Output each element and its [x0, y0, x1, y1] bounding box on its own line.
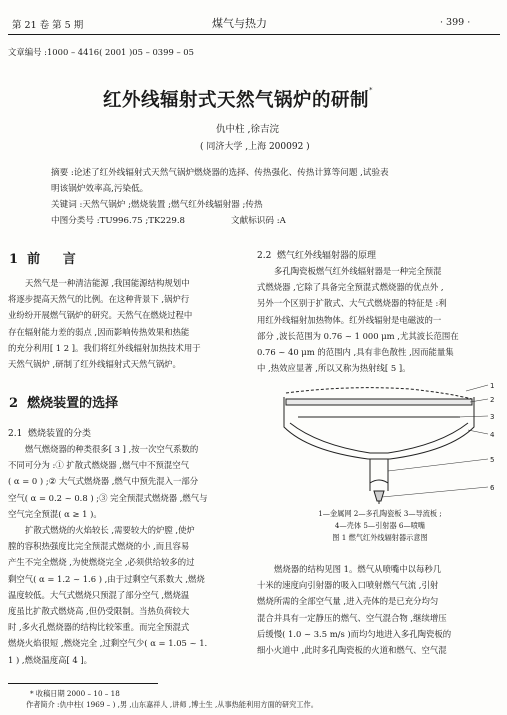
- header-volume-issue: 第 21 卷 第 5 期: [12, 20, 84, 31]
- paragraph-line: 式燃烧器 ,它除了具备完全预混式燃烧器的优点外 ,: [257, 282, 444, 293]
- nozzle: [374, 491, 384, 501]
- section-2-heading: 2 燃烧装置的选择: [9, 396, 119, 411]
- paragraph-line: 时 ,多火孔燃烧器的结构比较笨重。而完全预混式: [8, 622, 190, 633]
- callout-5: 5: [490, 456, 495, 464]
- abstract-line-1: 摘要 :论述了红外线辐射式天然气锅炉燃烧器的选择、传热强化、传热计算等问题 ,试验表: [51, 168, 389, 178]
- paragraph-line: 天然气锅炉 ,研制了红外线辐射式天然气锅炉。: [8, 359, 181, 370]
- figure-description-body: [257, 561, 497, 658]
- paragraph-line: 温度较低。大气式燃烧只预混了部分空气 ,燃烧温: [8, 589, 190, 600]
- callout-1: 1: [490, 383, 495, 390]
- paragraph-line: 混合并具有一定静压的燃气、空气混合物 ,继续增压: [257, 612, 447, 623]
- header-rule: [8, 34, 500, 35]
- figure-legend-line-2: 4—壳体 5—引射器 6—喷嘴: [334, 521, 426, 530]
- paragraph-line: 度虽比扩散式燃烧高 ,但仍受限制。当热负荷较大: [8, 606, 190, 617]
- paragraph-line: 业纷纷开展燃气锅炉的研究。天然气在燃烧过程中: [8, 310, 193, 321]
- title-footnote-mark: *: [369, 86, 374, 94]
- paragraph-line: 燃烧所需的全部空气量 ,进入壳体的是已充分均匀: [257, 596, 439, 607]
- callout-6: 6: [490, 484, 495, 492]
- paragraph-line: 燃烧器的结构见图 1。燃气从喷嘴中以每秒几: [274, 564, 442, 574]
- subsection-2-1-body: [8, 441, 244, 668]
- affiliation: ( 同济大学 ,上海 200092 ): [200, 142, 310, 152]
- keywords: 关键词 :天然气锅炉 ;燃烧装置 ;燃气红外线辐射器 ;传热: [51, 200, 263, 210]
- paragraph-line: ( α = 0 ) ;② 大气式燃烧器 ,燃气中预先混入一部分: [8, 476, 199, 487]
- paragraph-line: 将逐步提高天然气的比例。在这种背景下 ,锅炉行: [8, 294, 190, 305]
- header-journal-name: 煤气与热力: [212, 17, 267, 30]
- classification-row: [51, 213, 471, 229]
- figure-1: [278, 383, 498, 505]
- paragraph-line: 产生不完全燃烧 ,为使燃烧完全 ,必须供给较多的过: [8, 557, 195, 568]
- paragraph-line: 膛的容积热强度比完全预混式燃烧的小 ,而且容易: [8, 541, 190, 552]
- author-bio: 作者简介 :仇中柱( 1969 – ) ,男 ,山东嘉祥人 ,讲师 ,博士生 ,从事热能利用方面的研究工作。: [26, 700, 318, 709]
- injector-tube: [370, 459, 388, 491]
- paragraph-line: 1 ) ,燃烧温度高[ 4 ]。: [8, 654, 93, 665]
- subsection-2-2-body: [257, 263, 497, 376]
- paper-title-text: 红外线辐射式天然气锅炉的研制: [103, 90, 370, 111]
- callout-4: 4: [490, 431, 495, 439]
- figure-legend-line-1: 1—金属网 2—多孔陶瓷板 3—导流板 ;: [318, 509, 442, 518]
- paragraph-line: 后缓慢( 1.0 ~ 3.5 m/s )而均匀地进入多孔陶瓷板的: [257, 628, 452, 639]
- paragraph-line: 中 ,热效应显著 ,所以又称为热射线[ 5 ]。: [257, 363, 411, 374]
- burner-schematic: [278, 383, 498, 505]
- housing-inner: [290, 423, 468, 453]
- paragraph-line: 存在辐射能力差的弱点 ,因而影响传热效果和热能: [8, 326, 190, 337]
- header-page-number: · 399 ·: [440, 17, 471, 28]
- document-code: 文献标识码 :A: [231, 216, 286, 226]
- paragraph-line: 用红外线辐射加热物体。红外线辐射是电磁波的一: [257, 314, 442, 325]
- footnotes: [26, 688, 318, 710]
- paragraph-line: 十米的速度向引射器的吸入口喷射燃气气流 ,引射: [257, 580, 439, 591]
- received-date: * 收稿日期 2000 – 10 – 18: [30, 689, 120, 698]
- paragraph-line: 天然气是一种清洁能源 ,我国能源结构规划中: [25, 278, 190, 288]
- injector-throat: [370, 480, 388, 483]
- section-1-body: [8, 275, 244, 372]
- paragraph-line: 扩散式燃烧的火焰较长 ,需要较大的炉膛 ,使炉: [25, 525, 195, 536]
- callout-2: 2: [490, 396, 495, 404]
- abstract-line-2: 明该锅炉效率高,污染低。: [51, 184, 149, 194]
- paper-title: [103, 86, 373, 112]
- paragraph-line: 空气完全预混( α ≥ 1 )。: [8, 508, 102, 519]
- subsection-2-1-heading: 2.1 燃烧装置的分类: [8, 429, 92, 439]
- paragraph-line: 另外一个区别于扩散式、大气式燃烧器的特征是 :利: [257, 298, 447, 309]
- paragraph-line: 多孔陶瓷板燃气红外线辐射器是一种完全预混: [274, 266, 442, 276]
- clc-number: 中图分类号 :TU996.75 ;TK229.8: [51, 216, 186, 226]
- section-1-heading: 1 前 言: [9, 252, 76, 267]
- ceramic-plate: [286, 399, 472, 405]
- abstract: [51, 165, 471, 229]
- paragraph-line: 空气( α = 0.2 ~ 0.8 ) ;③ 完全预混式燃烧器 ,燃气与: [8, 492, 208, 503]
- figure-caption: 图 1 燃气红外线辐射器示意图: [332, 533, 428, 542]
- paragraph-line: 部分 ,波长范围为 0.76 ~ 1 000 μm ,尤其波长范围在: [257, 330, 459, 341]
- footnote-rule: [8, 683, 158, 684]
- paragraph-line: 燃烧火焰很短 ,燃烧完全 ,过剩空气少( α = 1.05 ~ 1.: [8, 638, 208, 649]
- paragraph-line: 0.76 ~ 40 μm 的范围内 ,具有非色散性 ,因而能量集: [257, 347, 454, 358]
- authors: 仇中柱 ,徐吉浣: [216, 124, 280, 135]
- figure-1-legend: [262, 508, 498, 544]
- metal-mesh: [286, 388, 472, 399]
- subsection-2-2-heading: 2.2 燃气红外线辐射器的原理: [257, 251, 377, 261]
- housing: [284, 397, 474, 459]
- article-id: 文章编号 :1000 – 4416( 2001 )05 – 0399 – 05: [8, 47, 194, 57]
- paragraph-line: 的充分利用[ 1 2 ]。我们将红外线辐射加热技术用于: [8, 342, 201, 353]
- paragraph-line: 剩空气( α = 1.2 ~ 1.6 ) ,由于过剩空气系数大 ,燃烧: [8, 573, 205, 584]
- paragraph-line: 不同可分为 :① 扩散式燃烧器 ,燃气中不预混空气: [8, 460, 189, 471]
- paragraph-line: 燃气燃烧器的种类很多[ 3 ] ,按一次空气系数的: [25, 444, 199, 454]
- paragraph-line: 细小火道中 ,此时多孔陶瓷板的火道和燃气、空气混: [257, 645, 447, 656]
- callout-3: 3: [490, 413, 495, 421]
